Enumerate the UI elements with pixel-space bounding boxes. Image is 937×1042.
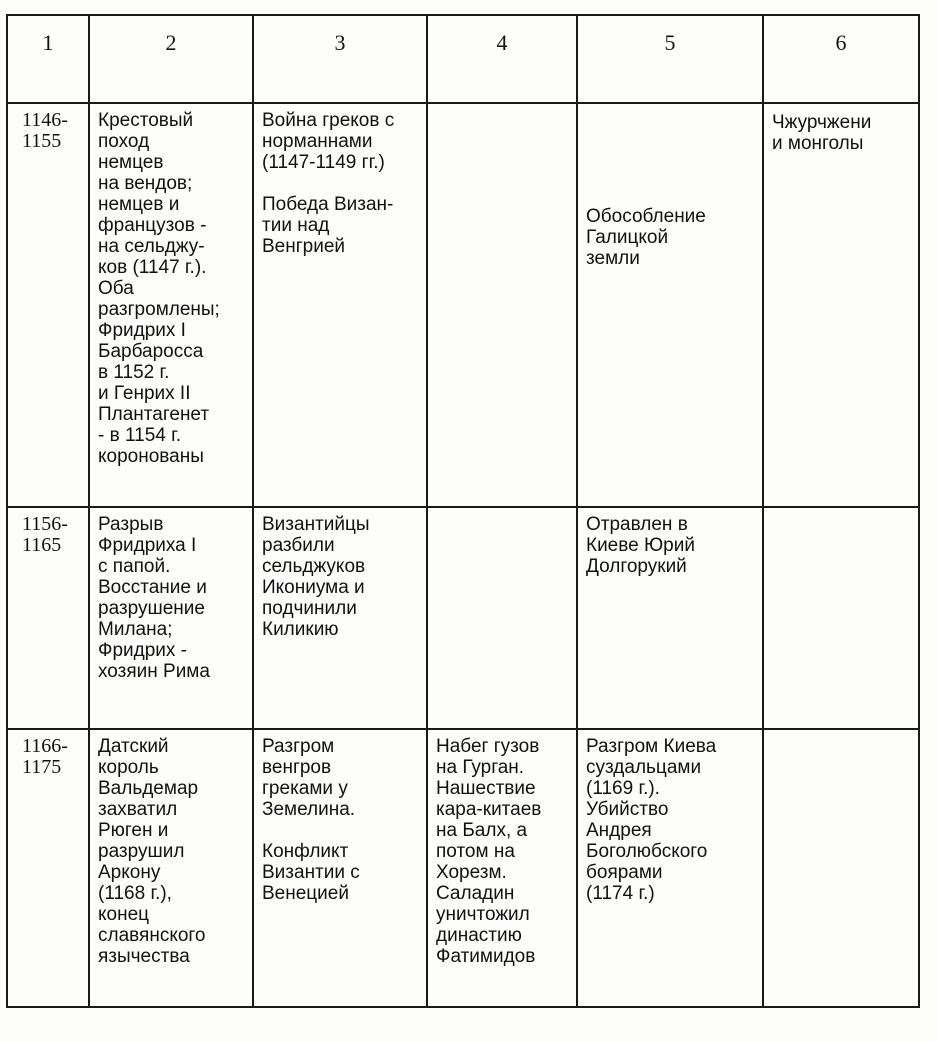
cell-col4 <box>427 103 577 507</box>
cell-col3-text-b: Конфликт Византии с Венецией <box>262 841 360 904</box>
cell-gap <box>262 820 421 841</box>
year-text: 1166- 1175 <box>22 735 68 778</box>
cell-gap <box>262 173 421 194</box>
cell-col6 <box>763 103 919 507</box>
column-header-2: 2 <box>89 15 253 103</box>
cell-col5 <box>577 103 763 507</box>
table-row <box>7 103 919 507</box>
cell-col6-text: Чжурчжени и монголы <box>772 112 872 154</box>
cell-col5 <box>577 729 763 1007</box>
cell-col4 <box>427 507 577 729</box>
cell-col2 <box>89 507 253 729</box>
cell-col2-text: Датский король Вальдемар захватил Рюген и разрушил Аркону (1168 г.), конец славянского язычества <box>98 736 206 967</box>
year-text: 1156- 1165 <box>22 513 68 556</box>
cell-col5 <box>577 507 763 729</box>
cell-col5-text: Разгром Киева суздальцами (1169 г.). Убийство Андрея Боголюбского боярами (1174 г.) <box>586 736 717 904</box>
year-text: 1146- 1155 <box>22 109 68 152</box>
year-cell <box>7 729 89 1007</box>
cell-col3 <box>253 507 427 729</box>
cell-col3-text-b: Победа Визан- тии над Венгрией <box>262 194 394 257</box>
cell-col6 <box>763 729 919 1007</box>
year-cell <box>7 103 89 507</box>
cell-col2-text: Разрыв Фридриха I с папой. Восстание и разрушение Милана; Фридрих - хозяин Рима <box>98 514 210 682</box>
cell-col2 <box>89 729 253 1007</box>
cell-col3 <box>253 729 427 1007</box>
column-header-4: 4 <box>427 15 577 103</box>
chronology-table <box>6 14 920 1008</box>
cell-col5-text: Обособление Галицкой земли <box>586 206 706 269</box>
cell-col3 <box>253 103 427 507</box>
column-header-3: 3 <box>253 15 427 103</box>
table-row <box>7 507 919 729</box>
cell-col3-text-a: Византийцы разбили сельджуков Икониума и подчинили Киликию <box>262 514 370 640</box>
cell-col2 <box>89 103 253 507</box>
cell-col4 <box>427 729 577 1007</box>
cell-col4-text: Набег гузов на Гурган. Нашествие кара-китаев на Балх, а потом на Хорезм. Саладин уничтожил династию Фатимидов <box>436 736 542 967</box>
table-row <box>7 729 919 1007</box>
column-header-1: 1 <box>7 15 89 103</box>
cell-col2-text: Крестовый поход немцев на вендов; немцев и французов - на сельджу- ков (1147 г.). Оба разгромлены; Фридрих I Барбаросса в 1152 г. и Генрих II Плантагенет - в 1154 г. коронованы <box>98 110 220 467</box>
column-header-6: 6 <box>763 15 919 103</box>
year-cell <box>7 507 89 729</box>
cell-col5-text: Отравлен в Киеве Юрий Долгорукий <box>586 514 695 577</box>
cell-col3-text-a: Разгром венгров греками у Земелина. <box>262 736 356 820</box>
cell-col3-text-a: Война греков с норманнами (1147-1149 гг.) <box>262 110 395 173</box>
cell-col6 <box>763 507 919 729</box>
header-row <box>7 15 919 103</box>
column-header-5: 5 <box>577 15 763 103</box>
